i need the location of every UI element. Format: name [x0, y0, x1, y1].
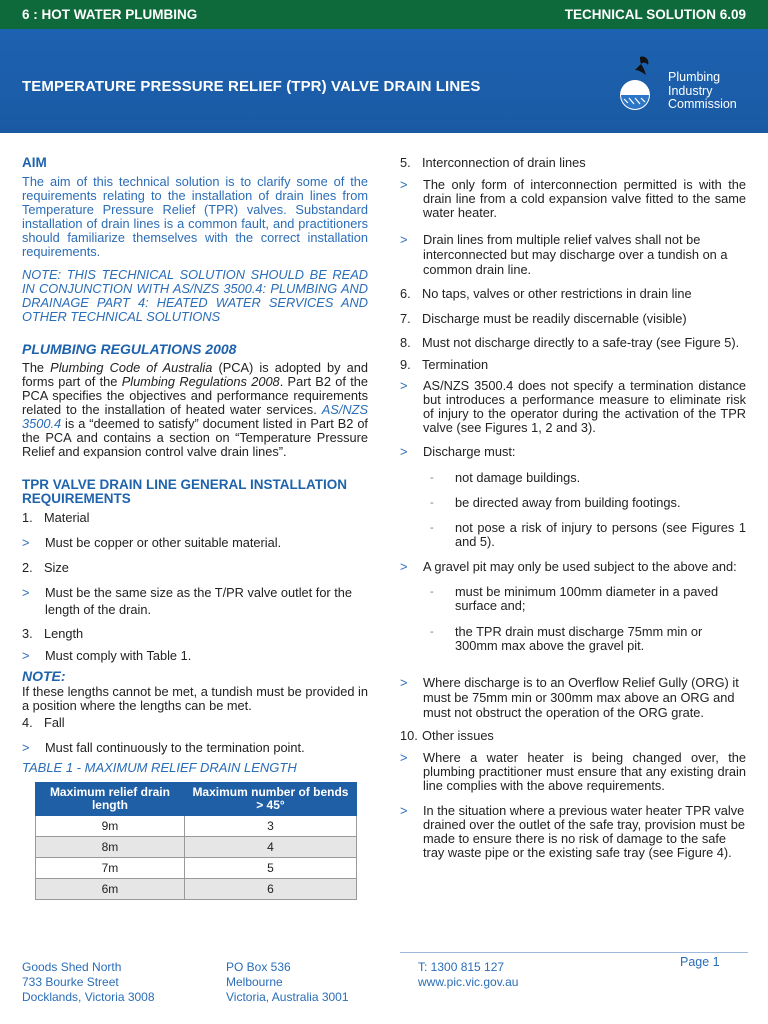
regs-part-a: The [22, 360, 51, 375]
regs-part-c: (PCA) is adopted by and forms part of the [22, 360, 369, 389]
dash-text: be directed away from building footings. [455, 495, 681, 510]
bullet-termination-2 [400, 445, 746, 459]
dash-text: the TPR drain must discharge 75mm min or 300mm max above the gravel pit. [455, 624, 703, 653]
item-label: Termination [422, 357, 489, 372]
table-header-bends: Maximum number of bends > 45° [184, 783, 356, 816]
table-header-row [36, 783, 357, 816]
table-cell: 6m [36, 879, 185, 900]
relief-drain-table [35, 782, 357, 900]
dash-item [400, 496, 746, 510]
item-discharge-visible [400, 312, 746, 326]
right-column [400, 156, 746, 860]
item-no-taps [400, 287, 746, 301]
bullet-termination-1 [400, 379, 746, 435]
section-label: 6 : HOT WATER PLUMBING [22, 7, 198, 22]
bullet-marker: > [22, 740, 30, 755]
footer-contact [418, 960, 518, 990]
footer-address-street [22, 960, 155, 1005]
regulations-heading: PLUMBING REGULATIONS 2008 [22, 341, 237, 357]
item-termination [400, 358, 746, 372]
table-cell: 9m [36, 816, 185, 837]
bullet-text: Where discharge is to an Overflow Relief Gully (ORG) it must be 75mm min or 300mm max above an ORG and must not obstruct the operation of the ORG grate. [423, 675, 739, 720]
item-number: 5. [400, 155, 411, 170]
bullet-text: Where a water heater is being changed over, the plumbing practitioner must ensure that any existing drain line complies with the above requirements. [423, 750, 746, 793]
dash-text: not damage buildings. [455, 470, 581, 485]
logo-line-2: Industry [668, 83, 713, 98]
title-banner [0, 29, 768, 133]
item-size [22, 561, 368, 575]
table-cell: 5 [184, 858, 356, 879]
bullet-other-2 [400, 804, 746, 860]
item-number: 8. [400, 335, 411, 350]
item-label: No taps, valves or other restrictions in drain line [422, 286, 692, 301]
table-row [36, 816, 357, 837]
aim-text: The aim of this technical solution is to clarify some of the requirements relating to the installation of drain lines from Temperature Pressure Relief (TPR) valves. Substandard installation of drain lines is a common fault, and practitioners should familiarize themselves with the correct installation requirements. [22, 174, 368, 259]
dash-item [400, 585, 746, 613]
item-number: 4. [22, 715, 33, 730]
regs-part-g: is a “deemed to satisfy” document listed in Part B2 of the PCA and contains a section on “Temperature Pressure Relief and expansion control valve drain lines”. [22, 416, 368, 459]
bullet-text: Must fall continuously to the termination point. [45, 740, 305, 755]
bullet-text: A gravel pit may only be used subject to the above and: [423, 559, 737, 574]
table-row [36, 879, 357, 900]
bullet-marker: > [400, 803, 408, 818]
regs-part-b: Plumbing Code of Australia [50, 360, 213, 375]
bullet-text: Must comply with Table 1. [45, 648, 192, 663]
table-cell: 6 [184, 879, 356, 900]
item-fall [22, 716, 368, 730]
bullet-fall [22, 741, 368, 755]
dash-text: must be minimum 100mm diameter in a paved surface and; [455, 584, 719, 613]
solution-number: TECHNICAL SOLUTION 6.09 [564, 7, 746, 22]
item-safe-tray [400, 336, 746, 350]
regs-part-d: Plumbing Regulations 2008 [121, 374, 280, 389]
item-label: Size [44, 560, 69, 575]
bullet-marker: > [400, 559, 408, 574]
table-cell: 4 [184, 837, 356, 858]
footer-phone: T: 1300 815 127 [418, 960, 505, 974]
item-material [22, 511, 368, 525]
logo-line-3: Commission [668, 97, 737, 111]
dash-item [400, 625, 746, 653]
bullet-interconnection-1 [400, 178, 746, 220]
logo-text [668, 71, 737, 112]
footer-line: Docklands, Victoria 3008 [22, 990, 155, 1004]
item-other-issues [400, 729, 746, 743]
table-caption: TABLE 1 - MAXIMUM RELIEF DRAIN LENGTH [22, 760, 297, 775]
dash-item [400, 521, 746, 549]
item-interconnection [400, 156, 746, 170]
item-label: Must not discharge directly to a safe-tray (see Figure 5). [422, 335, 740, 350]
dash-marker: - [430, 522, 434, 534]
bullet-marker: > [400, 444, 408, 459]
bullet-length [22, 649, 368, 663]
bullet-size [22, 584, 368, 618]
item-label: Other issues [422, 728, 494, 743]
dash-marker: - [430, 626, 434, 638]
item-number: 1. [22, 510, 33, 525]
regs-part-f: AS/NZS 3500.4 [22, 402, 368, 431]
table-row [36, 858, 357, 879]
page-title: TEMPERATURE PRESSURE RELIEF (TPR) VALVE DRAIN LINES [22, 78, 481, 95]
item-length [22, 627, 368, 641]
table-cell: 3 [184, 816, 356, 837]
bullet-text: The only form of interconnection permitted is with the drain line from a cold expansion valve fitted to the same water heater. [423, 177, 746, 220]
aim-heading: AIM [22, 155, 47, 170]
bullet-marker: > [22, 585, 30, 600]
bullet-text: Drain lines from multiple relief valves shall not be interconnected but may discharge over a tundish on a common drain line. [423, 232, 728, 277]
item-number: 7. [400, 311, 411, 326]
bullet-termination-3 [400, 560, 746, 574]
item-label: Material [44, 510, 90, 525]
note-conjunction: NOTE: THIS TECHNICAL SOLUTION SHOULD BE READ IN CONJUNCTION WITH AS/NZS 3500.4: PLUMBING AND DRAINAGE PART 4: HEATED WATER SERVICES AND OTHER TECHNICAL SOLUTIONS [22, 267, 368, 324]
item-label: Interconnection of drain lines [422, 155, 586, 170]
dash-item [400, 471, 746, 485]
bullet-marker: > [400, 177, 408, 192]
bullet-marker: > [22, 535, 30, 550]
table-cell: 8m [36, 837, 185, 858]
bullet-text: Must be the same size as the T/PR valve outlet for the length of the drain. [45, 585, 353, 617]
footer-address-postal [226, 960, 349, 1005]
bullet-marker: > [22, 648, 30, 663]
bullet-text: Must be copper or other suitable material. [45, 535, 282, 550]
item-number: 3. [22, 626, 33, 641]
requirements-heading: TPR VALVE DRAIN LINE GENERAL INSTALLATION REQUIREMENTS [22, 477, 348, 506]
bullet-text: In the situation where a previous water heater TPR valve drained over the outlet of the safe tray, provision must be made to ensure there is no risk of damage to the safe tray waste pipe or the existing safe tray (see Figure 4). [423, 803, 745, 860]
pic-logo [618, 53, 748, 123]
bullet-material [22, 536, 368, 550]
item-number: 6. [400, 286, 411, 301]
table-header-length: Maximum relief drain length [36, 783, 185, 816]
bullet-other-1 [400, 751, 746, 793]
bullet-marker: > [400, 675, 408, 690]
dash-marker: - [430, 472, 434, 484]
note-text: If these lengths cannot be met, a tundish must be provided in a position where the lengths can be met. [22, 684, 368, 713]
dash-marker: - [430, 586, 434, 598]
bullet-text: Discharge must: [423, 444, 516, 459]
left-column [22, 156, 368, 900]
item-number: 9. [400, 357, 411, 372]
item-label: Discharge must be readily discernable (visible) [422, 311, 687, 326]
footer-line: Melbourne [226, 975, 283, 989]
bullet-marker: > [400, 750, 408, 765]
regulations-text [22, 361, 368, 459]
footer-line: Victoria, Australia 3001 [226, 990, 349, 1004]
table-row [36, 837, 357, 858]
note-heading: NOTE: [22, 668, 66, 684]
bullet-termination-4 [400, 675, 746, 720]
bullet-interconnection-2 [400, 232, 746, 277]
item-label: Length [44, 626, 84, 641]
footer-line: PO Box 536 [226, 960, 291, 974]
footer-line: 733 Bourke Street [22, 975, 119, 989]
bullet-marker: > [400, 232, 408, 247]
item-number: 2. [22, 560, 33, 575]
item-number: 10. [400, 728, 418, 743]
footer-website-link[interactable]: www.pic.vic.gov.au [418, 975, 519, 989]
water-drop-logo-icon [618, 53, 666, 117]
top-bar [0, 0, 768, 29]
table-cell: 7m [36, 858, 185, 879]
bullet-marker: > [400, 378, 408, 393]
regs-part-e: . Part B2 of the PCA specifies the objectives and performance requirements related to the installation of heated water services. [22, 374, 368, 417]
page-number: Page 1 [680, 955, 720, 969]
dash-marker: - [430, 497, 434, 509]
footer-line: Goods Shed North [22, 960, 122, 974]
bullet-text: AS/NZS 3500.4 does not specify a termination distance but introduces a performance measure to eliminate risk of injury to the operator during the activation of the TPR valve (see Figures 1, 2 and 3). [423, 378, 746, 435]
footer-rule [400, 952, 748, 953]
item-label: Fall [44, 715, 65, 730]
logo-line-1: Plumbing [668, 70, 721, 84]
dash-text: not pose a risk of injury to persons (see Figures 1 and 5). [455, 520, 746, 549]
